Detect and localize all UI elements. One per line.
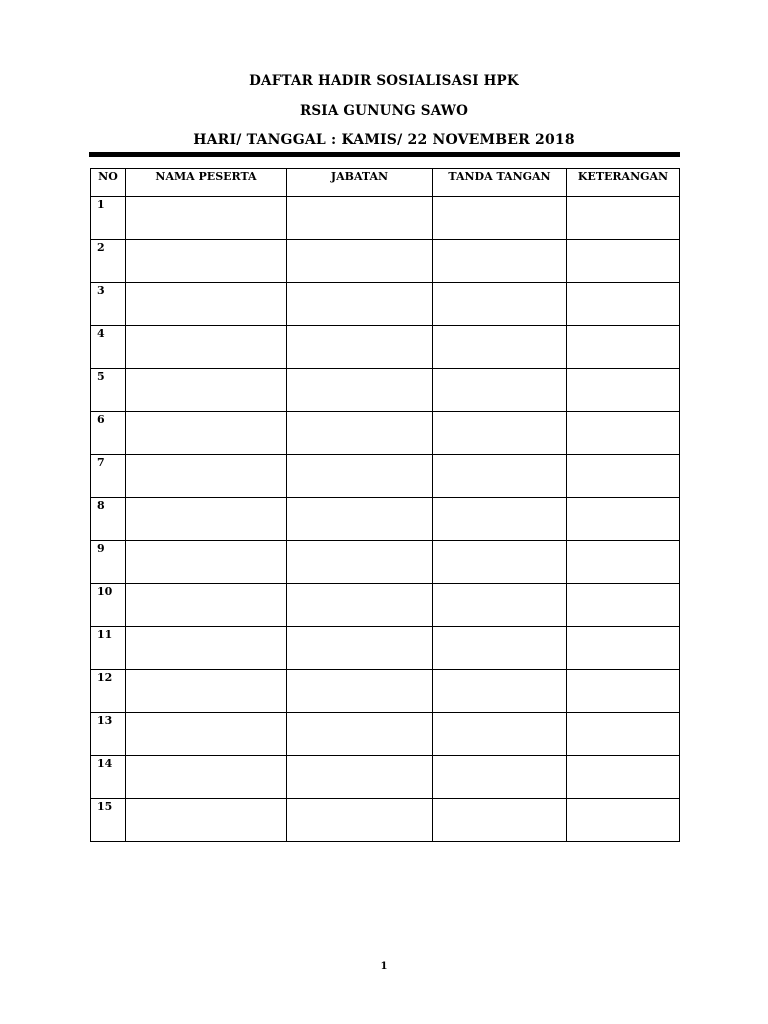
nama-peserta-cell xyxy=(126,713,287,756)
table-header-row xyxy=(91,169,680,197)
keterangan-cell xyxy=(567,756,680,799)
keterangan-cell xyxy=(567,584,680,627)
row-number: 8 xyxy=(91,498,126,541)
jabatan-cell xyxy=(287,756,433,799)
tanda-tangan-cell xyxy=(433,369,567,412)
tanda-tangan-cell xyxy=(433,713,567,756)
keterangan-cell xyxy=(567,670,680,713)
tanda-tangan-cell xyxy=(433,670,567,713)
header-divider xyxy=(89,152,680,157)
row-number: 5 xyxy=(91,369,126,412)
row-number: 10 xyxy=(91,584,126,627)
tanda-tangan-cell xyxy=(433,627,567,670)
jabatan-cell xyxy=(287,369,433,412)
row-number: 7 xyxy=(91,455,126,498)
nama-peserta-cell xyxy=(126,627,287,670)
row-number: 11 xyxy=(91,627,126,670)
table-row xyxy=(91,627,680,670)
keterangan-cell xyxy=(567,627,680,670)
jabatan-cell xyxy=(287,670,433,713)
jabatan-cell xyxy=(287,283,433,326)
row-number: 4 xyxy=(91,326,126,369)
table-row xyxy=(91,240,680,283)
row-number: 1 xyxy=(91,197,126,240)
tanda-tangan-cell xyxy=(433,584,567,627)
tanda-tangan-cell xyxy=(433,283,567,326)
table-row xyxy=(91,713,680,756)
row-number: 9 xyxy=(91,541,126,584)
nama-peserta-cell xyxy=(126,455,287,498)
table-row xyxy=(91,326,680,369)
tanda-tangan-cell xyxy=(433,326,567,369)
table-row xyxy=(91,412,680,455)
column-header-jabatan: JABATAN xyxy=(287,169,433,197)
page-number: 1 xyxy=(380,961,388,972)
jabatan-cell xyxy=(287,627,433,670)
institution-name: RSIA GUNUNG SAWO xyxy=(299,103,469,119)
nama-peserta-cell xyxy=(126,799,287,842)
table-row xyxy=(91,283,680,326)
jabatan-cell xyxy=(287,326,433,369)
nama-peserta-cell xyxy=(126,326,287,369)
column-header-nama-peserta: NAMA PESERTA xyxy=(126,169,287,197)
jabatan-cell xyxy=(287,713,433,756)
document-title: DAFTAR HADIR SOSIALISASI HPK xyxy=(249,73,519,89)
jabatan-cell xyxy=(287,240,433,283)
jabatan-cell xyxy=(287,498,433,541)
column-header-keterangan: KETERANGAN xyxy=(567,169,680,197)
keterangan-cell xyxy=(567,713,680,756)
tanda-tangan-cell xyxy=(433,240,567,283)
nama-peserta-cell xyxy=(126,756,287,799)
row-number: 12 xyxy=(91,670,126,713)
nama-peserta-cell xyxy=(126,670,287,713)
table-row xyxy=(91,756,680,799)
table-row xyxy=(91,584,680,627)
nama-peserta-cell xyxy=(126,369,287,412)
nama-peserta-cell xyxy=(126,197,287,240)
keterangan-cell xyxy=(567,498,680,541)
column-header-no: NO xyxy=(91,169,126,197)
keterangan-cell xyxy=(567,412,680,455)
table-row xyxy=(91,799,680,842)
jabatan-cell xyxy=(287,197,433,240)
tanda-tangan-cell xyxy=(433,799,567,842)
keterangan-cell xyxy=(567,541,680,584)
table-row xyxy=(91,670,680,713)
table-row xyxy=(91,498,680,541)
keterangan-cell xyxy=(567,369,680,412)
row-number: 6 xyxy=(91,412,126,455)
attendance-table xyxy=(90,168,680,842)
keterangan-cell xyxy=(567,240,680,283)
row-number: 2 xyxy=(91,240,126,283)
nama-peserta-cell xyxy=(126,240,287,283)
nama-peserta-cell xyxy=(126,541,287,584)
jabatan-cell xyxy=(287,455,433,498)
table-row xyxy=(91,455,680,498)
nama-peserta-cell xyxy=(126,584,287,627)
keterangan-cell xyxy=(567,326,680,369)
row-number: 15 xyxy=(91,799,126,842)
row-number: 14 xyxy=(91,756,126,799)
table-row xyxy=(91,369,680,412)
row-number: 13 xyxy=(91,713,126,756)
jabatan-cell xyxy=(287,584,433,627)
tanda-tangan-cell xyxy=(433,756,567,799)
table-row xyxy=(91,197,680,240)
table-body xyxy=(91,197,680,842)
keterangan-cell xyxy=(567,799,680,842)
jabatan-cell xyxy=(287,412,433,455)
keterangan-cell xyxy=(567,455,680,498)
nama-peserta-cell xyxy=(126,412,287,455)
tanda-tangan-cell xyxy=(433,412,567,455)
jabatan-cell xyxy=(287,799,433,842)
nama-peserta-cell xyxy=(126,498,287,541)
tanda-tangan-cell xyxy=(433,455,567,498)
keterangan-cell xyxy=(567,283,680,326)
table-row xyxy=(91,541,680,584)
nama-peserta-cell xyxy=(126,283,287,326)
column-header-tanda-tangan: TANDA TANGAN xyxy=(433,169,567,197)
jabatan-cell xyxy=(287,541,433,584)
keterangan-cell xyxy=(567,197,680,240)
tanda-tangan-cell xyxy=(433,197,567,240)
date-line: HARI/ TANGGAL : KAMIS/ 22 NOVEMBER 2018 xyxy=(193,132,575,148)
tanda-tangan-cell xyxy=(433,541,567,584)
row-number: 3 xyxy=(91,283,126,326)
tanda-tangan-cell xyxy=(433,498,567,541)
